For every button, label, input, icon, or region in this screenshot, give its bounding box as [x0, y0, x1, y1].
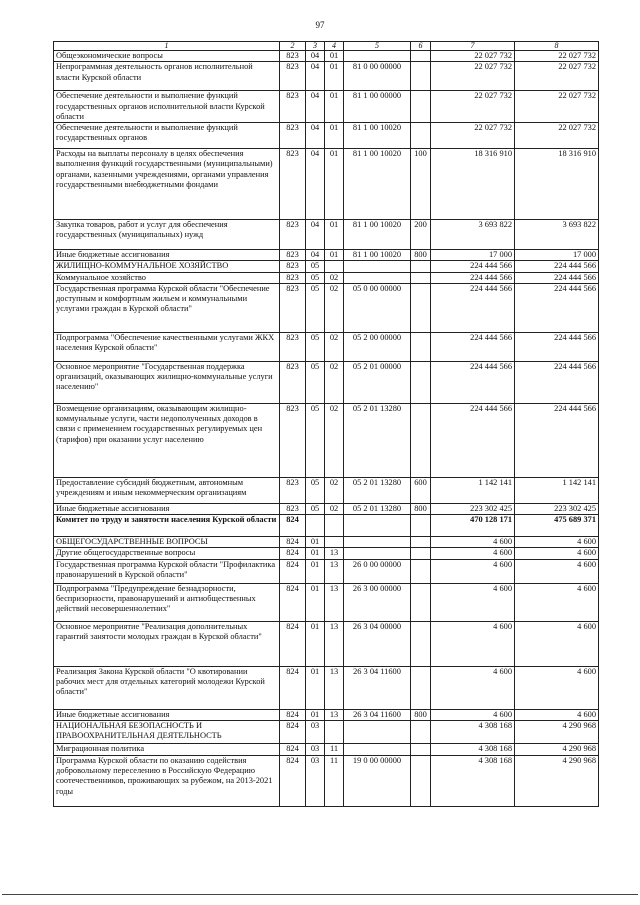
cell-amount-1: 22 027 732: [431, 51, 515, 62]
cell-expense-type: [411, 743, 431, 755]
cell-ministry: 824: [280, 755, 306, 806]
cell-amount-2: 224 444 566: [515, 283, 599, 332]
cell-subsection: 01: [325, 62, 344, 91]
header-col-5: 5: [344, 42, 411, 51]
cell-ministry: 824: [280, 548, 306, 559]
cell-section: 01: [306, 583, 325, 621]
cell-target-code: 05 2 01 13280: [344, 403, 411, 477]
cell-subsection: 01: [325, 149, 344, 220]
cell-subsection: 13: [325, 666, 344, 709]
cell-name: Обеспечение деятельности и выполнение функций государственных органов: [54, 123, 280, 149]
cell-ministry: 823: [280, 62, 306, 91]
cell-section: 05: [306, 272, 325, 283]
cell-amount-2: 4 600: [515, 709, 599, 720]
cell-ministry: 823: [280, 91, 306, 123]
cell-section: 04: [306, 91, 325, 123]
cell-expense-type: [411, 51, 431, 62]
cell-amount-1: 4 600: [431, 666, 515, 709]
cell-ministry: 823: [280, 272, 306, 283]
cell-target-code: 05 2 01 13280: [344, 477, 411, 503]
table-row: [54, 250, 599, 261]
cell-ministry: 823: [280, 283, 306, 332]
cell-ministry: 824: [280, 559, 306, 583]
table-row: [54, 548, 599, 559]
cell-name: Общеэкономические вопросы: [54, 51, 280, 62]
cell-ministry: 823: [280, 51, 306, 62]
cell-target-code: [344, 720, 411, 743]
cell-ministry: 824: [280, 583, 306, 621]
cell-target-code: 19 0 00 00000: [344, 755, 411, 806]
cell-name: Коммунальное хозяйство: [54, 272, 280, 283]
cell-target-code: [344, 261, 411, 272]
cell-name: Предоставление субсидий бюджетным, автономным учреждениям и иным некоммерческим организациям: [54, 477, 280, 503]
table-row: [54, 51, 599, 62]
cell-name: ОБЩЕГОСУДАРСТВЕННЫЕ ВОПРОСЫ: [54, 537, 280, 548]
cell-ministry: 823: [280, 149, 306, 220]
cell-name: Миграционная политика: [54, 743, 280, 755]
cell-expense-type: [411, 261, 431, 272]
cell-target-code: [344, 537, 411, 548]
cell-expense-type: [411, 283, 431, 332]
cell-subsection: 02: [325, 403, 344, 477]
cell-amount-1: 17 000: [431, 250, 515, 261]
cell-name: Иные бюджетные ассигнования: [54, 709, 280, 720]
cell-amount-1: 4 600: [431, 559, 515, 583]
cell-subsection: 01: [325, 91, 344, 123]
cell-section: 01: [306, 666, 325, 709]
table-row: [54, 477, 599, 503]
cell-amount-2: 4 600: [515, 548, 599, 559]
cell-expense-type: 800: [411, 503, 431, 514]
cell-name: ЖИЛИЩНО-КОММУНАЛЬНОЕ ХОЗЯЙСТВО: [54, 261, 280, 272]
table-row: [54, 559, 599, 583]
table-row: [54, 709, 599, 720]
cell-subsection: 02: [325, 361, 344, 403]
cell-expense-type: [411, 91, 431, 123]
header-col-7: 7: [431, 42, 515, 51]
cell-amount-1: 4 600: [431, 583, 515, 621]
cell-expense-type: [411, 755, 431, 806]
cell-amount-1: 223 302 425: [431, 503, 515, 514]
cell-subsection: 13: [325, 548, 344, 559]
header-col-1: 1: [54, 42, 280, 51]
table-row: [54, 361, 599, 403]
cell-amount-2: 4 600: [515, 621, 599, 666]
page-number: 97: [315, 20, 325, 30]
cell-name: Подпрограмма "Обеспечение качественными услугами ЖКХ населения Курской области": [54, 332, 280, 361]
cell-name: Иные бюджетные ассигнования: [54, 503, 280, 514]
cell-amount-1: 224 444 566: [431, 261, 515, 272]
cell-expense-type: [411, 537, 431, 548]
cell-section: 01: [306, 548, 325, 559]
cell-expense-type: 100: [411, 149, 431, 220]
cell-expense-type: [411, 583, 431, 621]
cell-ministry: 823: [280, 261, 306, 272]
cell-expense-type: [411, 361, 431, 403]
cell-amount-1: 224 444 566: [431, 361, 515, 403]
table-row: [54, 91, 599, 123]
cell-subsection: [325, 515, 344, 537]
cell-amount-2: 1 142 141: [515, 477, 599, 503]
cell-amount-1: 4 308 168: [431, 755, 515, 806]
cell-target-code: 26 3 00 00000: [344, 583, 411, 621]
table-body: [54, 51, 599, 807]
cell-amount-2: 224 444 566: [515, 272, 599, 283]
cell-section: 03: [306, 743, 325, 755]
header-col-4: 4: [325, 42, 344, 51]
cell-target-code: 05 2 01 00000: [344, 361, 411, 403]
cell-amount-1: 22 027 732: [431, 91, 515, 123]
cell-section: 04: [306, 51, 325, 62]
cell-ministry: 823: [280, 250, 306, 261]
cell-expense-type: [411, 123, 431, 149]
cell-ministry: 823: [280, 123, 306, 149]
cell-subsection: [325, 720, 344, 743]
cell-section: 05: [306, 477, 325, 503]
cell-expense-type: 800: [411, 250, 431, 261]
cell-expense-type: [411, 666, 431, 709]
cell-subsection: 11: [325, 743, 344, 755]
cell-amount-1: 224 444 566: [431, 272, 515, 283]
cell-section: 05: [306, 503, 325, 514]
cell-target-code: [344, 51, 411, 62]
cell-subsection: 02: [325, 283, 344, 332]
cell-amount-1: 224 444 566: [431, 332, 515, 361]
cell-subsection: 11: [325, 755, 344, 806]
table-row: [54, 149, 599, 220]
cell-expense-type: [411, 515, 431, 537]
cell-target-code: 05 2 01 13280: [344, 503, 411, 514]
cell-expense-type: [411, 332, 431, 361]
cell-target-code: 81 1 00 10020: [344, 123, 411, 149]
table-row: [54, 720, 599, 743]
cell-amount-2: 4 600: [515, 666, 599, 709]
cell-expense-type: [411, 403, 431, 477]
cell-section: 05: [306, 283, 325, 332]
cell-ministry: 823: [280, 361, 306, 403]
cell-expense-type: 600: [411, 477, 431, 503]
cell-target-code: [344, 548, 411, 559]
cell-amount-1: 4 600: [431, 709, 515, 720]
cell-amount-1: 224 444 566: [431, 283, 515, 332]
cell-amount-2: 4 600: [515, 583, 599, 621]
cell-section: 05: [306, 361, 325, 403]
cell-subsection: 13: [325, 583, 344, 621]
cell-name: Программа Курской области по оказанию содействия добровольному переселению в Российскую Федерацию соотечественников, проживающих за рубежом, на 2013-2021 годы: [54, 755, 280, 806]
table-row: [54, 537, 599, 548]
cell-subsection: [325, 537, 344, 548]
cell-ministry: 824: [280, 709, 306, 720]
cell-name: Другие общегосударственные вопросы: [54, 548, 280, 559]
cell-ministry: 824: [280, 515, 306, 537]
cell-target-code: [344, 743, 411, 755]
cell-amount-1: 224 444 566: [431, 403, 515, 477]
cell-subsection: [325, 261, 344, 272]
cell-expense-type: [411, 720, 431, 743]
cell-name: Государственная программа Курской области "Обеспечение доступным и комфортным жильем и коммунальными услугами граждан в Курской области": [54, 283, 280, 332]
cell-subsection: 01: [325, 250, 344, 261]
table-row: [54, 743, 599, 755]
cell-section: [306, 515, 325, 537]
cell-target-code: 05 2 00 00000: [344, 332, 411, 361]
header-col-6: 6: [411, 42, 431, 51]
cell-amount-1: 4 600: [431, 548, 515, 559]
cell-section: 05: [306, 261, 325, 272]
cell-amount-1: 4 308 168: [431, 720, 515, 743]
cell-amount-2: 4 290 968: [515, 755, 599, 806]
cell-amount-1: 18 316 910: [431, 149, 515, 220]
cell-section: 05: [306, 332, 325, 361]
cell-name: Возмещение организациям, оказывающим жилищно-коммунальные услуги, части недополученных доходов в связи с применением государственных регулируемых цен (тарифов) при оказании услуг населению: [54, 403, 280, 477]
cell-subsection: 02: [325, 477, 344, 503]
cell-target-code: 81 1 00 10020: [344, 250, 411, 261]
cell-amount-2: 22 027 732: [515, 51, 599, 62]
cell-ministry: 823: [280, 332, 306, 361]
cell-target-code: 26 3 04 00000: [344, 621, 411, 666]
cell-section: 03: [306, 720, 325, 743]
cell-ministry: 823: [280, 220, 306, 250]
cell-target-code: 81 0 00 00000: [344, 62, 411, 91]
table-row: [54, 666, 599, 709]
header-col-8: 8: [515, 42, 599, 51]
cell-subsection: 13: [325, 709, 344, 720]
table-row: [54, 123, 599, 149]
cell-amount-2: 22 027 732: [515, 123, 599, 149]
cell-amount-1: 470 128 171: [431, 515, 515, 537]
cell-ministry: 824: [280, 666, 306, 709]
table-row: [54, 220, 599, 250]
cell-amount-1: 4 308 168: [431, 743, 515, 755]
cell-ministry: 823: [280, 477, 306, 503]
cell-amount-2: 224 444 566: [515, 361, 599, 403]
cell-section: 04: [306, 250, 325, 261]
cell-name: Основное мероприятие "Государственная поддержка организаций, оказывающих жилищно-коммунальные услуги населению": [54, 361, 280, 403]
table-row: [54, 272, 599, 283]
cell-target-code: 81 1 00 10020: [344, 149, 411, 220]
cell-amount-2: 224 444 566: [515, 332, 599, 361]
cell-subsection: 02: [325, 332, 344, 361]
header-col-3: 3: [306, 42, 325, 51]
page-bottom-rule: [2, 894, 638, 895]
cell-section: 01: [306, 709, 325, 720]
cell-amount-2: 4 600: [515, 559, 599, 583]
cell-subsection: 01: [325, 51, 344, 62]
cell-target-code: 26 3 04 11600: [344, 666, 411, 709]
cell-expense-type: [411, 62, 431, 91]
cell-amount-2: 3 693 822: [515, 220, 599, 250]
cell-section: 05: [306, 403, 325, 477]
cell-name: Иные бюджетные ассигнования: [54, 250, 280, 261]
cell-name: Расходы на выплаты персоналу в целях обеспечения выполнения функций государственными (муниципальными) органами, казенными учреждениями, органами управления государственными внебюджетными фондами: [54, 149, 280, 220]
cell-amount-2: 4 290 968: [515, 743, 599, 755]
cell-section: 04: [306, 220, 325, 250]
cell-name: Основное мероприятие "Реализация дополнительных гарантий занятости молодых граждан в Курской области": [54, 621, 280, 666]
cell-amount-2: 18 316 910: [515, 149, 599, 220]
cell-name: Государственная программа Курской области "Профилактика правонарушений в Курской области": [54, 559, 280, 583]
cell-name: Закупка товаров, работ и услуг для обеспечения государственных (муниципальных) нужд: [54, 220, 280, 250]
cell-amount-2: 224 444 566: [515, 261, 599, 272]
cell-section: 04: [306, 123, 325, 149]
cell-subsection: 13: [325, 621, 344, 666]
cell-ministry: 823: [280, 403, 306, 477]
cell-amount-2: 4 600: [515, 537, 599, 548]
table-row: [54, 515, 599, 537]
cell-amount-2: 17 000: [515, 250, 599, 261]
cell-expense-type: [411, 548, 431, 559]
cell-amount-2: 223 302 425: [515, 503, 599, 514]
cell-ministry: 824: [280, 621, 306, 666]
cell-name: Подпрограмма "Предупреждение безнадзорности, беспризорности, правонарушений и антиобщественных действий несовершеннолетних": [54, 583, 280, 621]
cell-section: 01: [306, 621, 325, 666]
cell-name: Комитет по труду и занятости населения Курской области: [54, 515, 280, 537]
cell-section: 01: [306, 537, 325, 548]
header-col-2: 2: [280, 42, 306, 51]
cell-amount-2: 224 444 566: [515, 403, 599, 477]
cell-section: 04: [306, 62, 325, 91]
cell-amount-2: 22 027 732: [515, 91, 599, 123]
cell-expense-type: [411, 559, 431, 583]
table-row: [54, 583, 599, 621]
cell-subsection: 01: [325, 123, 344, 149]
cell-section: 03: [306, 755, 325, 806]
budget-table: [53, 41, 599, 807]
cell-target-code: 81 1 00 10020: [344, 220, 411, 250]
cell-ministry: 823: [280, 503, 306, 514]
table-row: [54, 621, 599, 666]
cell-expense-type: [411, 621, 431, 666]
cell-amount-1: 3 693 822: [431, 220, 515, 250]
cell-target-code: 81 1 00 00000: [344, 91, 411, 123]
cell-amount-2: 4 290 968: [515, 720, 599, 743]
cell-amount-1: 4 600: [431, 537, 515, 548]
cell-amount-2: 475 689 371: [515, 515, 599, 537]
cell-expense-type: [411, 272, 431, 283]
table-row: [54, 283, 599, 332]
cell-name: НАЦИОНАЛЬНАЯ БЕЗОПАСНОСТЬ И ПРАВООХРАНИТЕЛЬНАЯ ДЕЯТЕЛЬНОСТЬ: [54, 720, 280, 743]
table-row: [54, 332, 599, 361]
table-row: [54, 503, 599, 514]
cell-ministry: 824: [280, 720, 306, 743]
cell-target-code: 26 3 04 11600: [344, 709, 411, 720]
cell-expense-type: 200: [411, 220, 431, 250]
table-row: [54, 403, 599, 477]
cell-subsection: 01: [325, 220, 344, 250]
cell-expense-type: 800: [411, 709, 431, 720]
cell-target-code: [344, 515, 411, 537]
cell-name: Обеспечение деятельности и выполнение функций государственных органов исполнительной власти Курской области: [54, 91, 280, 123]
cell-target-code: [344, 272, 411, 283]
cell-ministry: 824: [280, 743, 306, 755]
cell-amount-1: 1 142 141: [431, 477, 515, 503]
cell-amount-1: 4 600: [431, 621, 515, 666]
cell-name: Непрограммная деятельность органов исполнительной власти Курской области: [54, 62, 280, 91]
table-header-row: [54, 42, 599, 51]
table-row: [54, 755, 599, 806]
cell-amount-1: 22 027 732: [431, 123, 515, 149]
cell-subsection: 02: [325, 503, 344, 514]
cell-target-code: 05 0 00 00000: [344, 283, 411, 332]
cell-section: 01: [306, 559, 325, 583]
table-row: [54, 261, 599, 272]
table-row: [54, 62, 599, 91]
cell-name: Реализация Закона Курской области "О квотировании рабочих мест для отдельных категорий молодежи Курской области": [54, 666, 280, 709]
cell-target-code: 26 0 00 00000: [344, 559, 411, 583]
cell-amount-2: 22 027 732: [515, 62, 599, 91]
cell-amount-1: 22 027 732: [431, 62, 515, 91]
cell-section: 04: [306, 149, 325, 220]
cell-subsection: 13: [325, 559, 344, 583]
cell-subsection: 02: [325, 272, 344, 283]
cell-ministry: 824: [280, 537, 306, 548]
